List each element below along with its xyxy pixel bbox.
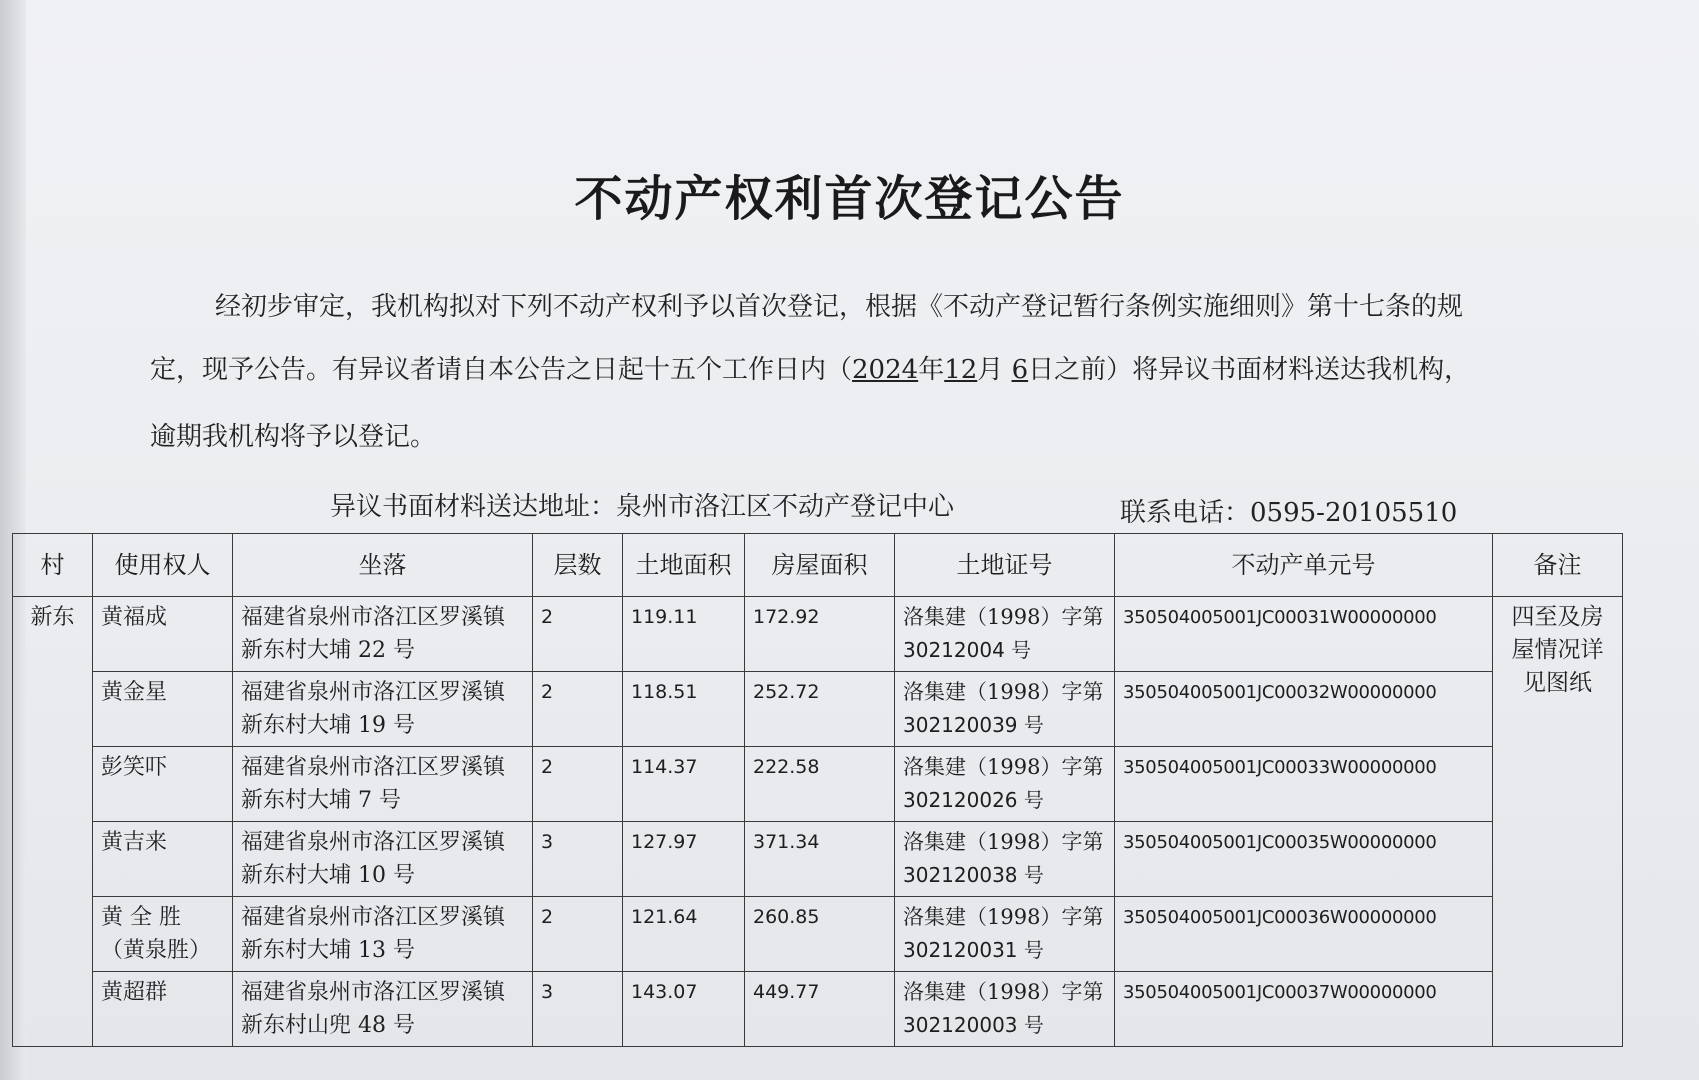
land-area-cell: 118.51 (623, 672, 745, 747)
owner-cell: 黄福成 (93, 597, 233, 672)
location-line-1: 福建省泉州市洛江区罗溪镇 (241, 980, 506, 1005)
location-line-1: 福建省泉州市洛江区罗溪镇 (241, 905, 506, 930)
location-line-2: 新东村大埔 7 号 (241, 788, 401, 813)
table-row (13, 822, 1623, 897)
notice-paragraph-line-2 (150, 355, 1470, 385)
owner-cell: 彭笑吓 (93, 747, 233, 822)
header-land-area: 土地面积 (623, 534, 745, 597)
land-cert-cell (895, 897, 1115, 972)
land-cert-cell (895, 822, 1115, 897)
land-area-cell: 143.07 (623, 972, 745, 1047)
cert-line-1: 洛集建（1998）字第 (903, 680, 1104, 704)
table-row (13, 747, 1623, 822)
cert-line-2: 302120039 号 (903, 713, 1044, 737)
header-floors: 层数 (533, 534, 623, 597)
deadline-year: 2024 (852, 355, 919, 385)
paragraph-line-2-prefix: 定，现予公告。有异议者请自本公告之日起十五个工作日内（ (150, 355, 853, 385)
owner-cell: 黄吉来 (93, 822, 233, 897)
land-cert-cell (895, 972, 1115, 1047)
location-line-2: 新东村大埔 13 号 (241, 938, 415, 963)
location-line-1: 福建省泉州市洛江区罗溪镇 (241, 605, 506, 630)
floors-cell: 2 (533, 597, 623, 672)
cert-line-2: 302120003 号 (903, 1013, 1044, 1037)
house-area-cell: 172.92 (745, 597, 895, 672)
cert-line-2: 30212004 号 (903, 638, 1032, 662)
location-cell (233, 897, 533, 972)
floors-cell: 3 (533, 822, 623, 897)
land-area-cell: 114.37 (623, 747, 745, 822)
floors-cell: 2 (533, 897, 623, 972)
cert-line-2: 302120026 号 (903, 788, 1044, 812)
year-char: 年 (918, 355, 945, 385)
floors-cell: 2 (533, 747, 623, 822)
land-cert-cell (895, 747, 1115, 822)
house-area-cell: 222.58 (745, 747, 895, 822)
cert-line-1: 洛集建（1998）字第 (903, 980, 1104, 1004)
cert-line-2: 302120038 号 (903, 863, 1044, 887)
table-header-row (13, 534, 1623, 597)
location-line-1: 福建省泉州市洛江区罗溪镇 (241, 830, 506, 855)
owner-cell (93, 897, 233, 972)
cert-line-1: 洛集建（1998）字第 (903, 755, 1104, 779)
location-line-2: 新东村大埔 10 号 (241, 863, 415, 888)
house-area-cell: 449.77 (745, 972, 895, 1047)
unit-no-cell: 350504005001JC00035W00000000 (1115, 822, 1493, 897)
land-area-cell: 119.11 (623, 597, 745, 672)
location-cell (233, 672, 533, 747)
floors-cell: 3 (533, 972, 623, 1047)
registration-table (12, 533, 1623, 1047)
owner-name: 黄 全 胜 (101, 905, 181, 930)
location-line-2: 新东村大埔 22 号 (241, 638, 415, 663)
header-location: 坐落 (233, 534, 533, 597)
land-cert-cell (895, 672, 1115, 747)
paragraph-line-2-suffix: 日之前）将异议书面材料送达我机构， (1028, 355, 1471, 385)
contact-phone: 联系电话：0595-20105510 (1120, 498, 1458, 528)
location-cell (233, 822, 533, 897)
unit-no-cell: 350504005001JC00031W00000000 (1115, 597, 1493, 672)
owner-cell: 黄金星 (93, 672, 233, 747)
land-area-cell: 121.64 (623, 897, 745, 972)
header-house-area: 房屋面积 (745, 534, 895, 597)
cert-line-1: 洛集建（1998）字第 (903, 605, 1104, 629)
cert-line-1: 洛集建（1998）字第 (903, 905, 1104, 929)
house-area-cell: 260.85 (745, 897, 895, 972)
land-area-cell: 127.97 (623, 822, 745, 897)
floors-cell: 2 (533, 672, 623, 747)
location-line-2: 新东村大埔 19 号 (241, 713, 415, 738)
header-land-cert: 土地证号 (895, 534, 1115, 597)
unit-no-cell: 350504005001JC00032W00000000 (1115, 672, 1493, 747)
owner-cell: 黄超群 (93, 972, 233, 1047)
house-area-cell: 371.34 (745, 822, 895, 897)
location-line-2: 新东村山兜 48 号 (241, 1013, 415, 1038)
location-cell (233, 747, 533, 822)
unit-no-cell: 350504005001JC00037W00000000 (1115, 972, 1493, 1047)
notice-paragraph-line-3: 逾期我机构将予以登记。 (150, 422, 437, 452)
location-cell (233, 597, 533, 672)
notice-title: 不动产权利首次登记公告 (574, 171, 1125, 227)
header-note: 备注 (1493, 534, 1623, 597)
table-row (13, 897, 1623, 972)
village-cell: 新东 (13, 597, 93, 1047)
header-village: 村 (13, 534, 93, 597)
location-cell (233, 972, 533, 1047)
land-cert-cell (895, 597, 1115, 672)
note-cell: 四至及房屋情况详见图纸 (1493, 597, 1623, 1047)
month-char: 月 (977, 355, 1004, 385)
objection-address: 异议书面材料送达地址：泉州市洛江区不动产登记中心 (330, 492, 955, 522)
notice-paragraph-line-1: 经初步审定，我机构拟对下列不动产权利予以首次登记，根据《不动产登记暂行条例实施细则》第十七条的规 (215, 292, 1464, 322)
location-line-1: 福建省泉州市洛江区罗溪镇 (241, 680, 506, 705)
cert-line-2: 302120031 号 (903, 938, 1044, 962)
unit-no-cell: 350504005001JC00033W00000000 (1115, 747, 1493, 822)
table-row (13, 672, 1623, 747)
deadline-month: 12 (944, 355, 978, 385)
deadline-day: 6 (1011, 355, 1029, 385)
header-owner: 使用权人 (93, 534, 233, 597)
cert-line-1: 洛集建（1998）字第 (903, 830, 1104, 854)
unit-no-cell: 350504005001JC00036W00000000 (1115, 897, 1493, 972)
table-row (13, 972, 1623, 1047)
house-area-cell: 252.72 (745, 672, 895, 747)
location-line-1: 福建省泉州市洛江区罗溪镇 (241, 755, 506, 780)
owner-alias: （黄泉胜） (101, 938, 212, 963)
header-unit-no: 不动产单元号 (1115, 534, 1493, 597)
table-row (13, 597, 1623, 672)
